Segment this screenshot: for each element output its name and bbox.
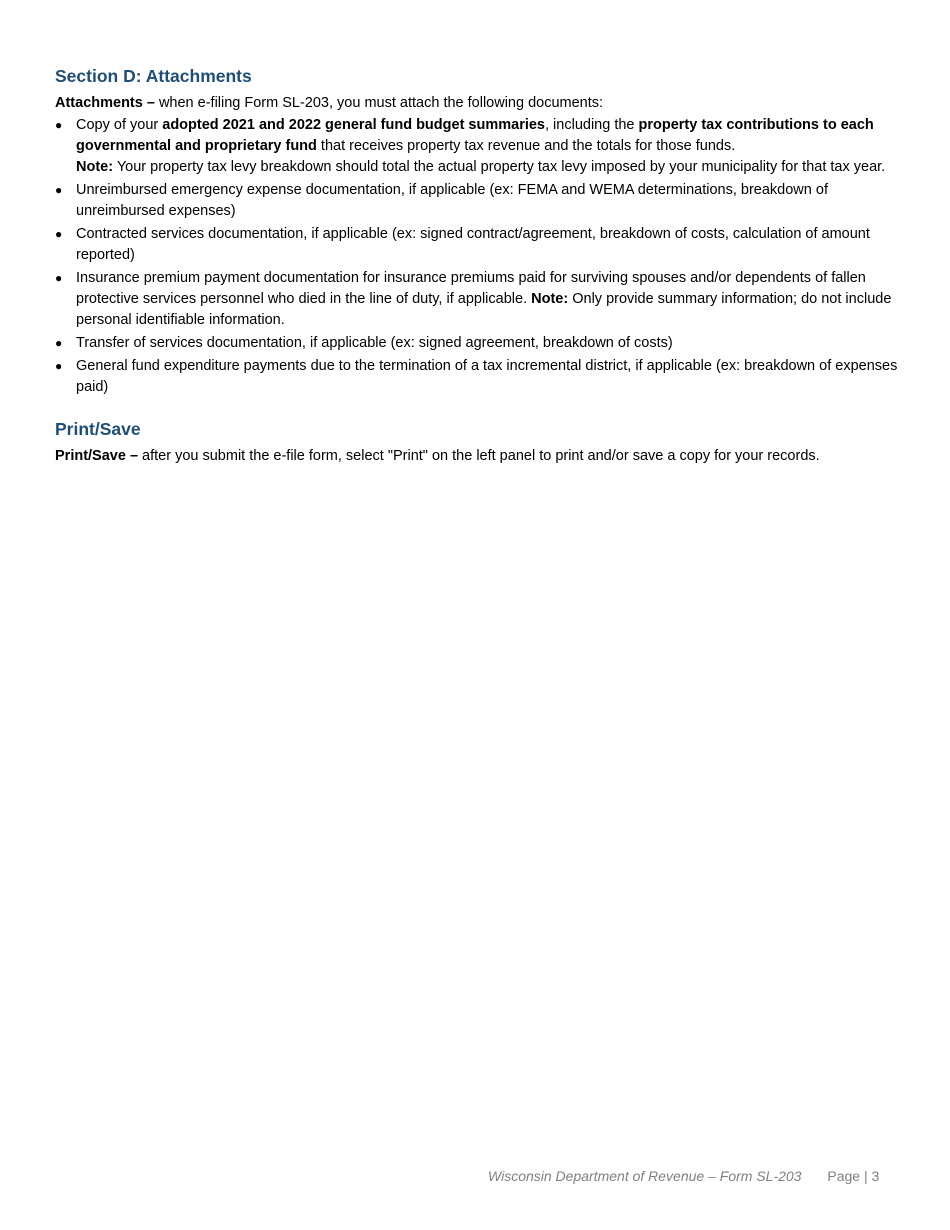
footer-source: Wisconsin Department of Revenue – Form SL-203	[488, 1168, 802, 1184]
print-save-paragraph	[55, 446, 900, 467]
page-number: Page | 3	[827, 1168, 880, 1184]
bullet-icon: ●	[55, 336, 63, 350]
bullet-icon: ●	[55, 271, 63, 285]
section-d-heading: Section D: Attachments	[55, 66, 252, 86]
list-item: ● Contracted services documentation, if applicable (ex: signed contract/agreement, breakdown of costs, calculation of amount reported)	[55, 226, 870, 263]
list-item: ● Transfer of services documentation, if applicable (ex: signed agreement, breakdown of costs)	[55, 333, 900, 354]
print-save-section	[55, 417, 900, 467]
print-save-text: after you submit the e-file form, select "Print" on the left panel to print and/or save a copy for your records.	[138, 448, 820, 464]
page-footer	[488, 1168, 879, 1184]
list-item: ● Unreimbursed emergency expense documentation, if applicable (ex: FEMA and WEMA determinations, breakdown of unreimbursed expenses)	[55, 182, 828, 219]
attachments-intro	[55, 93, 900, 114]
bullet-icon: ●	[55, 227, 63, 241]
attachments-intro-text: when e-filing Form SL-203, you must attach the following documents:	[154, 95, 604, 111]
print-save-heading: Print/Save	[55, 419, 141, 439]
note-label: Note:	[531, 291, 569, 307]
bullet-icon: ●	[55, 118, 63, 132]
list-item: ● Insurance premium payment documentation for insurance premiums paid for surviving spouses and/or dependents of fallen protective services personnel who died in the line of duty, if applicable. Note: Only provide summary information; do not include personal identifiable information.	[55, 270, 892, 328]
print-save-label: Print/Save –	[55, 448, 139, 464]
section-d-attachments	[55, 64, 900, 398]
attachments-label: Attachments –	[55, 95, 155, 111]
list-item: ● Copy of your adopted 2021 and 2022 general fund budget summaries, including the property tax contributions to each governmental and proprietary fund that receives property tax revenue and the totals for those funds. Note: Your property tax levy breakdown should total the actual property tax levy imposed by your municipality for that tax year.	[55, 117, 886, 175]
list-item: ● General fund expenditure payments due to the termination of a tax incremental district, if applicable (ex: breakdown of expenses paid)	[55, 358, 898, 395]
document-page	[55, 64, 900, 467]
bullet-icon: ●	[55, 359, 63, 373]
bullet-icon: ●	[55, 183, 63, 197]
note-label: Note:	[76, 159, 114, 175]
attachments-list	[55, 115, 900, 398]
